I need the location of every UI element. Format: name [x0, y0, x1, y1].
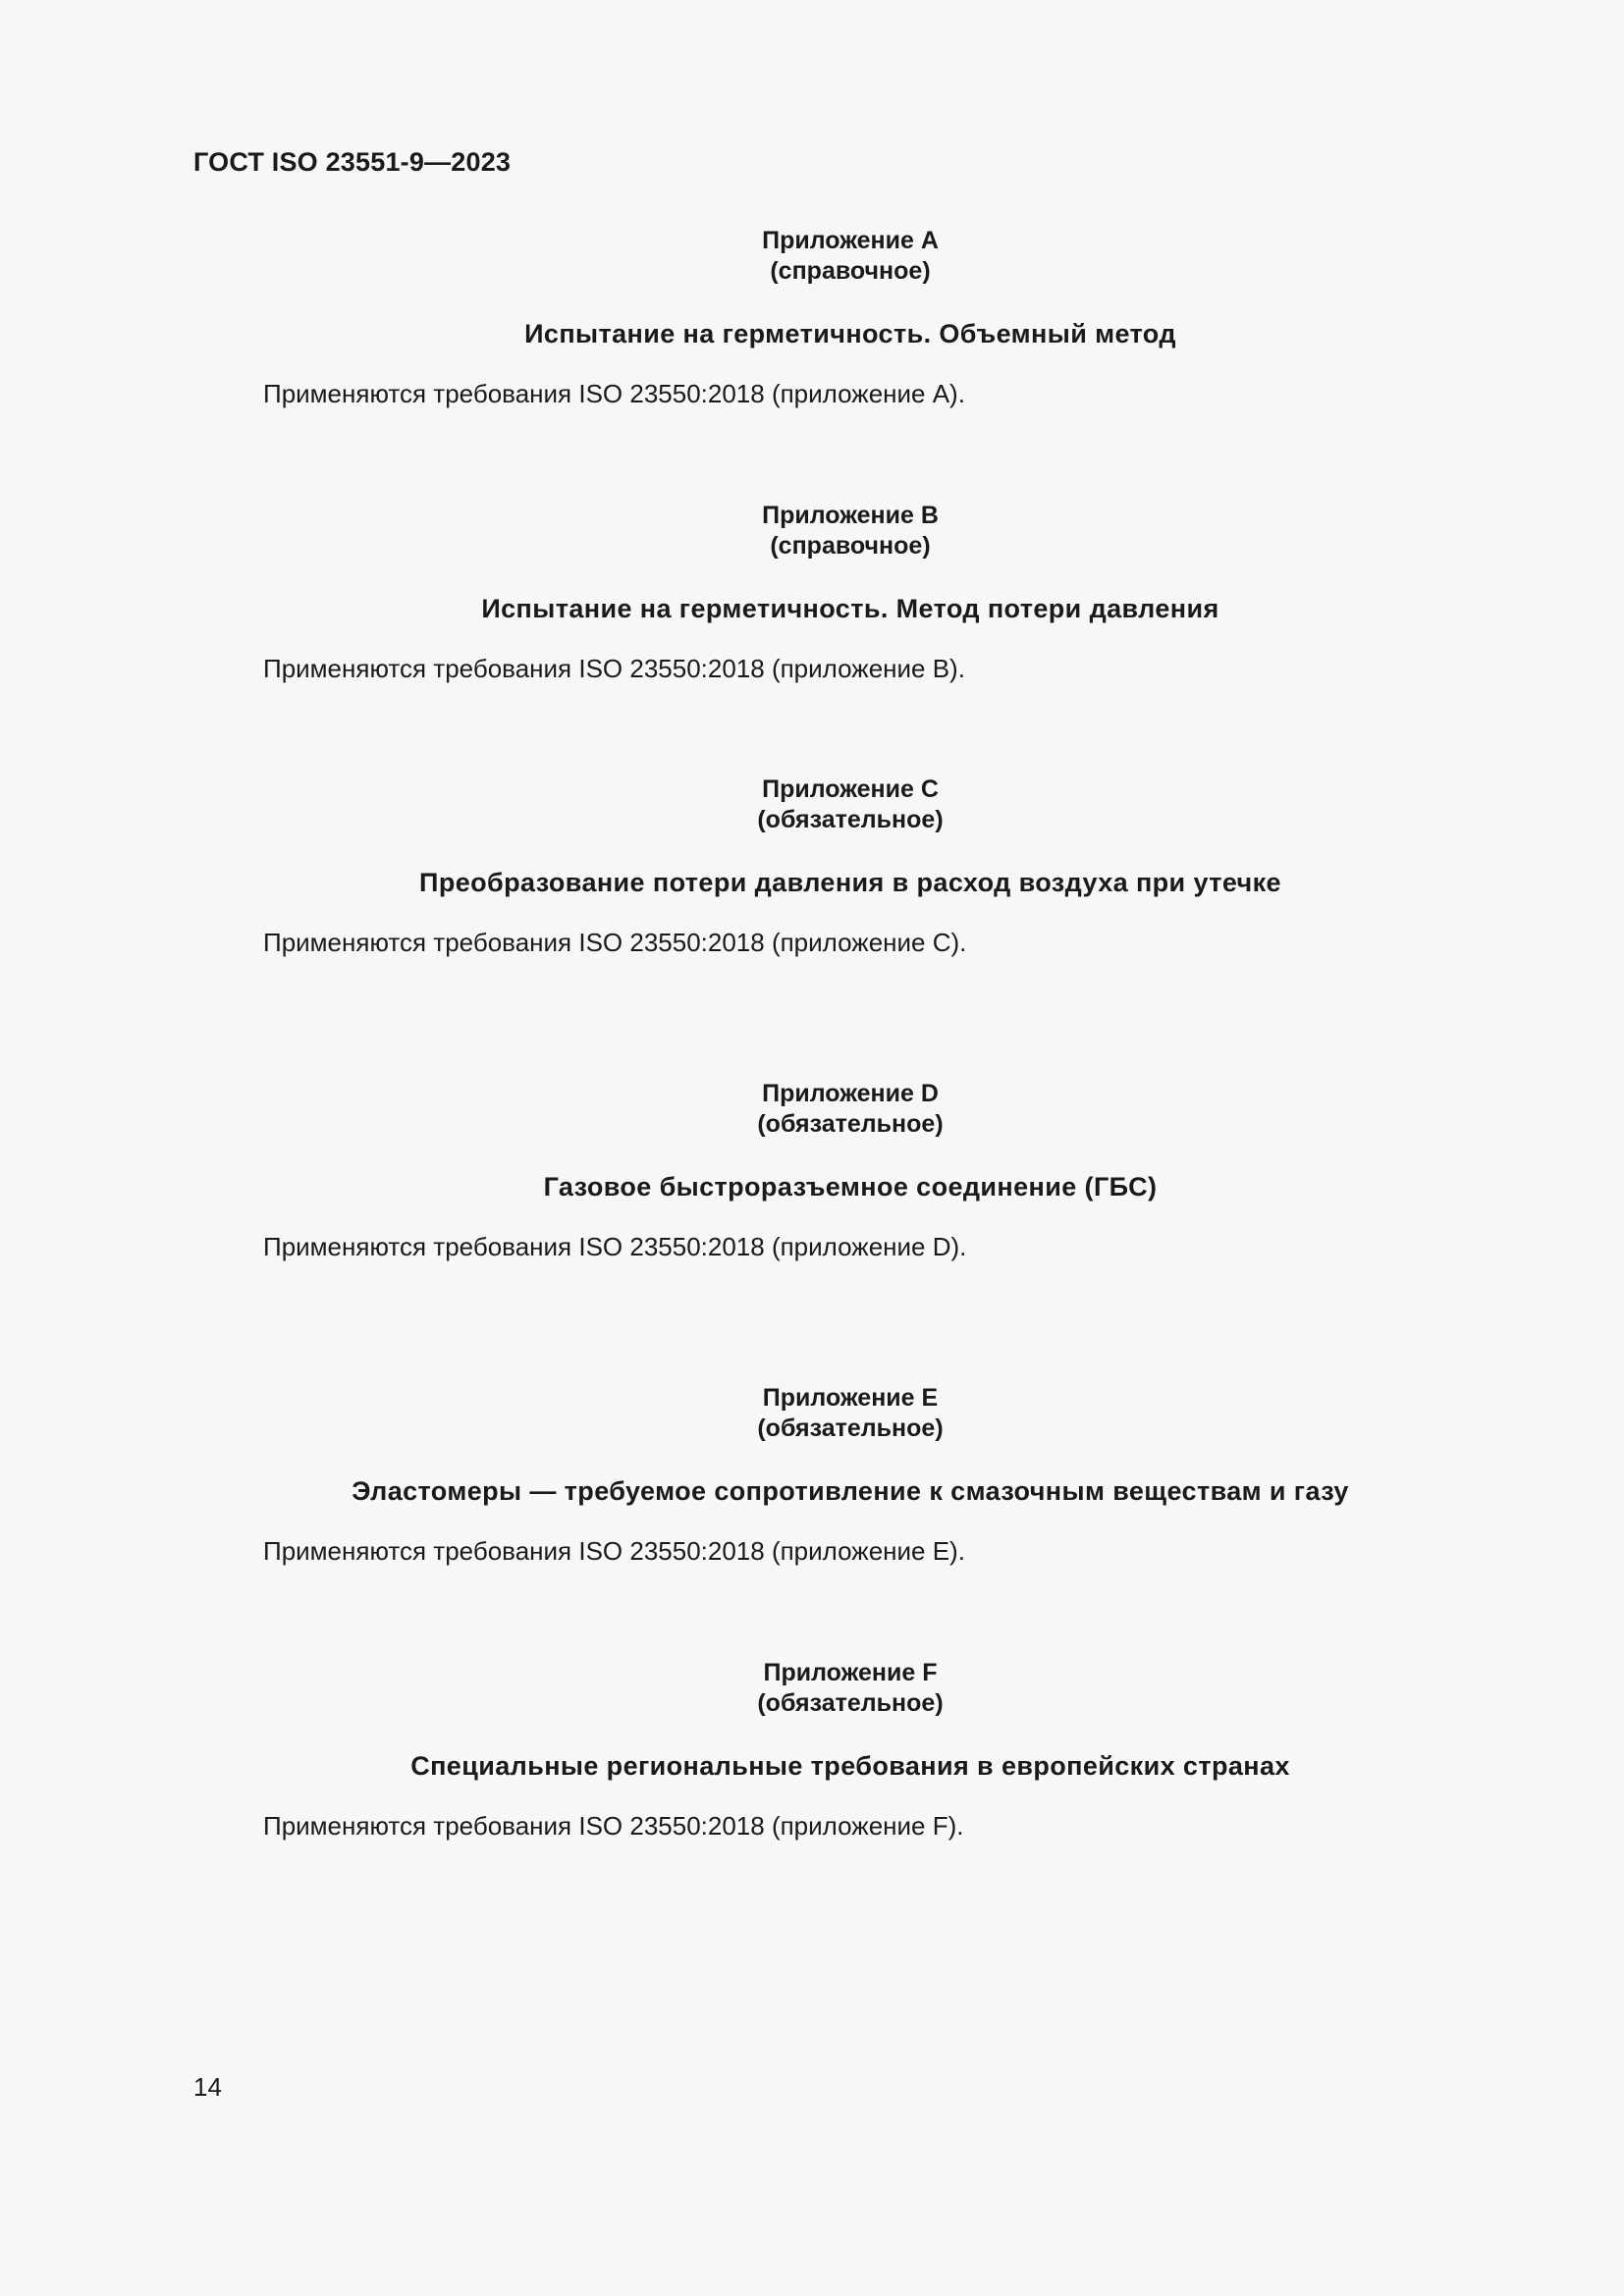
annex-status: (справочное): [770, 532, 931, 560]
annex-status: (обязательное): [757, 806, 944, 833]
annex-status: (обязательное): [757, 1415, 944, 1442]
page-number: 14: [193, 2072, 222, 2102]
annex-title: Испытание на герметичность. Объемный метод: [524, 319, 1176, 348]
annex-title: Газовое быстроразъемное соединение (ГБС): [543, 1172, 1158, 1201]
annex-title: Специальные региональные требования в европейских странах: [410, 1751, 1290, 1781]
annex-label: Приложение В: [762, 502, 939, 529]
annex-text: Применяются требования ISO 23550:2018 (приложение Е).: [263, 1536, 965, 1566]
annex-label: Приложение F: [763, 1659, 938, 1686]
annex-text: Применяются требования ISO 23550:2018 (приложение D).: [263, 1232, 967, 1261]
annex-b: [0, 501, 1624, 684]
annex-label: Приложение С: [762, 775, 939, 803]
annex-title: Преобразование потери давления в расход воздуха при утечке: [419, 868, 1281, 897]
annex-status: (справочное): [770, 257, 931, 285]
annex-a: [0, 226, 1624, 409]
document-header: ГОСТ ISO 23551-9—2023: [193, 147, 512, 177]
annex-f: [0, 1658, 1624, 1842]
annex-text: Применяются требования ISO 23550:2018 (приложение С).: [263, 928, 967, 957]
annex-label: Приложение Е: [762, 1384, 939, 1412]
annex-title: Эластомеры — требуемое сопротивление к смазочным веществам и газу: [352, 1476, 1349, 1506]
annex-label: Приложение А: [762, 227, 939, 254]
annex-c: [0, 774, 1624, 958]
annex-label: Приложение D: [762, 1080, 939, 1107]
annex-text: Применяются требования ISO 23550:2018 (приложение А).: [263, 379, 965, 408]
annex-d: [0, 1079, 1624, 1262]
annex-status: (обязательное): [757, 1110, 944, 1138]
annex-text: Применяются требования ISO 23550:2018 (приложение В).: [263, 654, 965, 683]
annex-status: (обязательное): [757, 1689, 944, 1717]
annex-title: Испытание на герметичность. Метод потери давления: [481, 594, 1219, 623]
annex-e: [0, 1383, 1624, 1567]
annex-text: Применяются требования ISO 23550:2018 (приложение F).: [263, 1811, 964, 1841]
